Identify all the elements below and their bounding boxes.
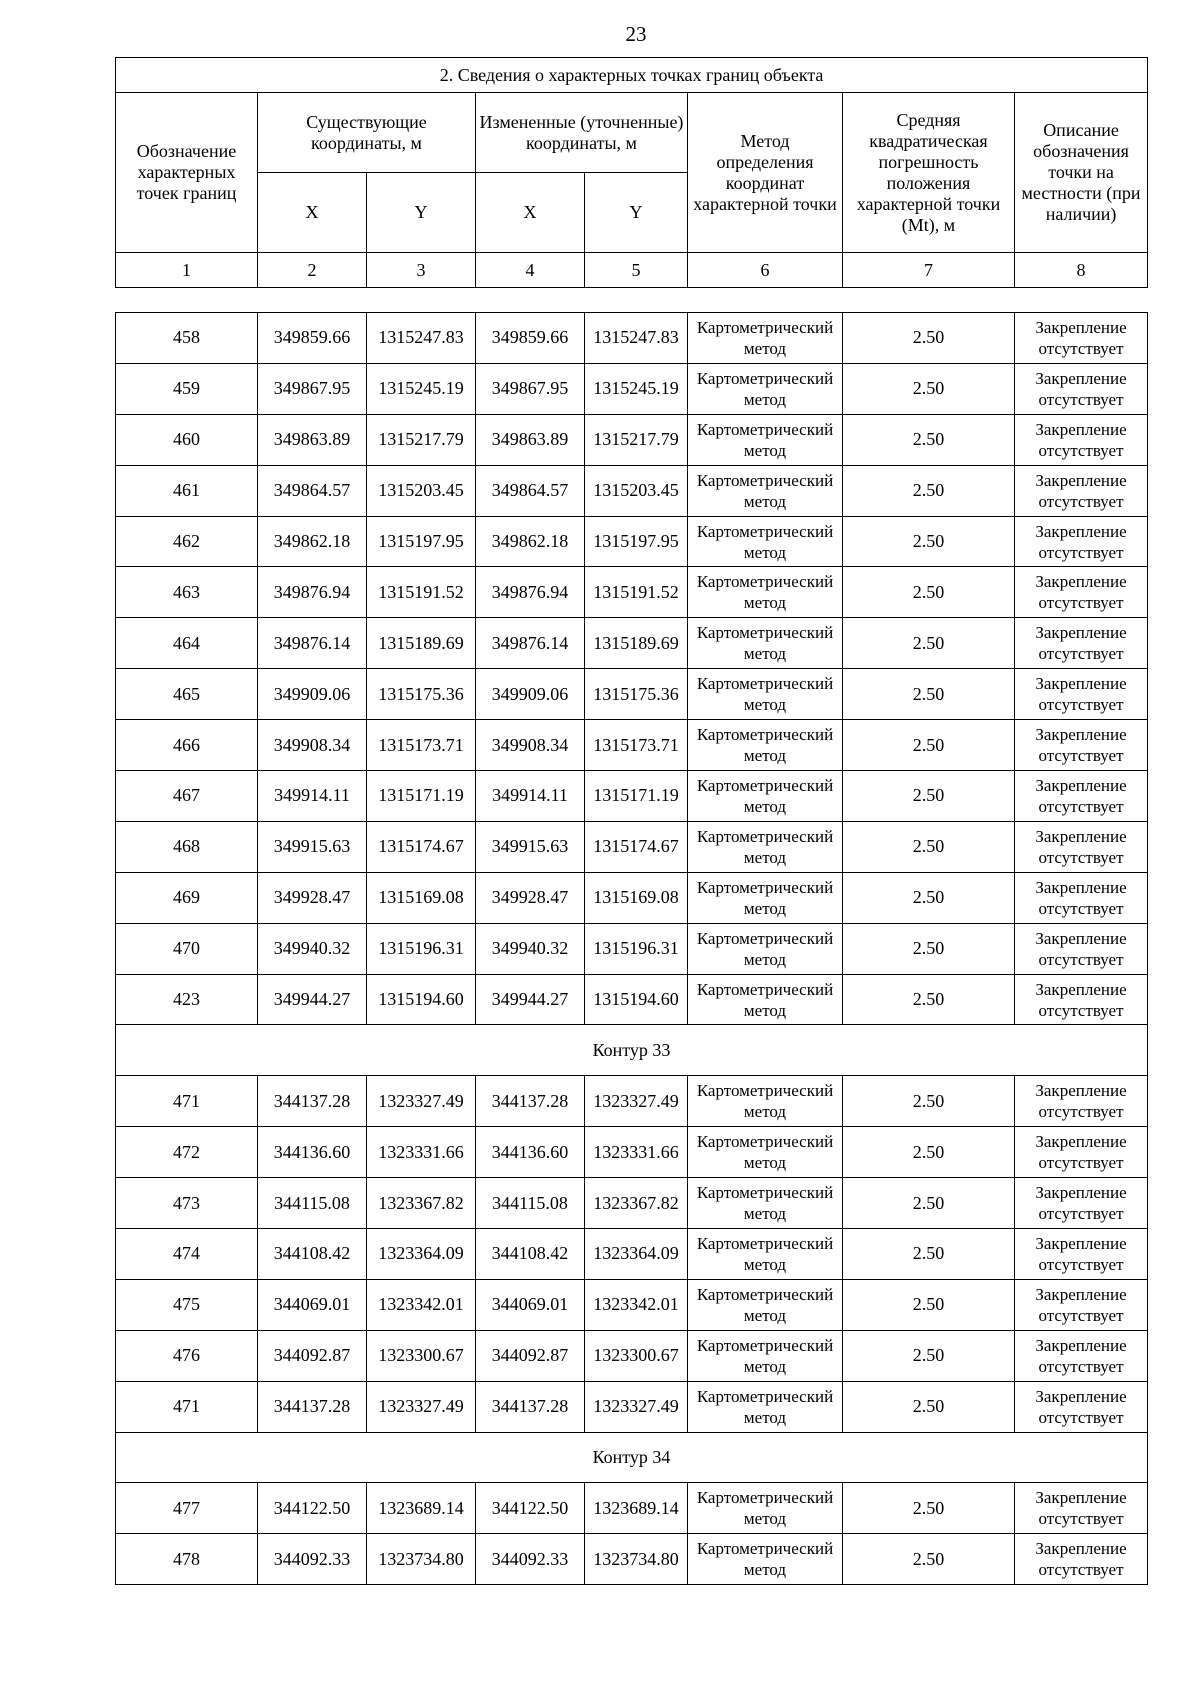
- changed-x-cell: 349928.47: [476, 872, 585, 923]
- description-cell: Закрепление отсутствует: [1015, 1534, 1148, 1585]
- method-cell: Картометрический метод: [688, 669, 843, 720]
- changed-y-cell: 1315189.69: [585, 618, 688, 669]
- existing-y-cell: 1315189.69: [367, 618, 476, 669]
- point-id-cell: 471: [116, 1076, 258, 1127]
- changed-x-cell: 344122.50: [476, 1483, 585, 1534]
- changed-x-cell: 349876.94: [476, 567, 585, 618]
- point-id-cell: 468: [116, 821, 258, 872]
- table-row: [116, 923, 1148, 974]
- method-cell: Картометрический метод: [688, 465, 843, 516]
- description-cell: Закрепление отсутствует: [1015, 567, 1148, 618]
- point-id-cell: 464: [116, 618, 258, 669]
- changed-x-cell: 349944.27: [476, 974, 585, 1025]
- changed-y-cell: 1315194.60: [585, 974, 688, 1025]
- changed-x-cell: 344137.28: [476, 1381, 585, 1432]
- description-cell: Закрепление отсутствует: [1015, 1279, 1148, 1330]
- point-id-cell: 472: [116, 1127, 258, 1178]
- changed-x-cell: 344136.60: [476, 1127, 585, 1178]
- method-cell: Картометрический метод: [688, 720, 843, 771]
- table-row: [116, 720, 1148, 771]
- point-id-cell: 461: [116, 465, 258, 516]
- method-cell: Картометрический метод: [688, 618, 843, 669]
- method-cell: Картометрический метод: [688, 1229, 843, 1280]
- method-cell: Картометрический метод: [688, 1330, 843, 1381]
- error-cell: 2.50: [843, 465, 1015, 516]
- existing-x-cell: 349859.66: [258, 313, 367, 364]
- description-cell: Закрепление отсутствует: [1015, 516, 1148, 567]
- description-cell: Закрепление отсутствует: [1015, 465, 1148, 516]
- description-cell: Закрепление отсутствует: [1015, 720, 1148, 771]
- existing-y-cell: 1323364.09: [367, 1229, 476, 1280]
- point-id-cell: 469: [116, 872, 258, 923]
- changed-y-cell: 1315196.31: [585, 923, 688, 974]
- changed-y-cell: 1315203.45: [585, 465, 688, 516]
- description-cell: Закрепление отсутствует: [1015, 1178, 1148, 1229]
- column-number: 2: [258, 253, 367, 288]
- table-row: [116, 618, 1148, 669]
- changed-x-cell: 344108.42: [476, 1229, 585, 1280]
- error-cell: 2.50: [843, 414, 1015, 465]
- table-row: [116, 363, 1148, 414]
- error-cell: 2.50: [843, 771, 1015, 822]
- changed-x-cell: 344092.33: [476, 1534, 585, 1585]
- point-id-cell: 423: [116, 974, 258, 1025]
- existing-x-cell: 349876.14: [258, 618, 367, 669]
- existing-y-cell: 1315175.36: [367, 669, 476, 720]
- existing-x-cell: 349862.18: [258, 516, 367, 567]
- changed-y-cell: 1323367.82: [585, 1178, 688, 1229]
- changed-x-cell: 349909.06: [476, 669, 585, 720]
- changed-y-cell: 1315247.83: [585, 313, 688, 364]
- point-id-cell: 458: [116, 313, 258, 364]
- table-row: [116, 1330, 1148, 1381]
- point-id-cell: 471: [116, 1381, 258, 1432]
- table-row: [116, 669, 1148, 720]
- section-label: Контур 34: [116, 1432, 1148, 1483]
- column-number: 8: [1015, 253, 1148, 288]
- method-cell: Картометрический метод: [688, 1178, 843, 1229]
- description-cell: Закрепление отсутствует: [1015, 618, 1148, 669]
- existing-x-cell: 349876.94: [258, 567, 367, 618]
- page-number: 23: [625, 22, 647, 46]
- existing-y-cell: 1315245.19: [367, 363, 476, 414]
- existing-x-cell: 344092.33: [258, 1534, 367, 1585]
- table-row: [116, 974, 1148, 1025]
- header-point: Обозначение характерных точек границ: [116, 93, 258, 253]
- error-cell: 2.50: [843, 1178, 1015, 1229]
- changed-y-cell: 1315174.67: [585, 821, 688, 872]
- existing-x-cell: 344137.28: [258, 1076, 367, 1127]
- description-cell: Закрепление отсутствует: [1015, 821, 1148, 872]
- changed-y-cell: 1323689.14: [585, 1483, 688, 1534]
- error-cell: 2.50: [843, 821, 1015, 872]
- changed-x-cell: 344137.28: [476, 1076, 585, 1127]
- section-row: [116, 1432, 1148, 1483]
- existing-x-cell: 349928.47: [258, 872, 367, 923]
- method-cell: Картометрический метод: [688, 1076, 843, 1127]
- existing-y-cell: 1323734.80: [367, 1534, 476, 1585]
- table-row: [116, 1483, 1148, 1534]
- existing-y-cell: 1323331.66: [367, 1127, 476, 1178]
- existing-x-cell: 349940.32: [258, 923, 367, 974]
- table-row: [116, 414, 1148, 465]
- description-cell: Закрепление отсутствует: [1015, 1076, 1148, 1127]
- section-label: Контур 33: [116, 1025, 1148, 1076]
- description-cell: Закрепление отсутствует: [1015, 1381, 1148, 1432]
- point-id-cell: 476: [116, 1330, 258, 1381]
- method-cell: Картометрический метод: [688, 1381, 843, 1432]
- existing-y-cell: 1323300.67: [367, 1330, 476, 1381]
- changed-x-cell: 344115.08: [476, 1178, 585, 1229]
- existing-x-cell: 349909.06: [258, 669, 367, 720]
- method-cell: Картометрический метод: [688, 1483, 843, 1534]
- description-cell: Закрепление отсутствует: [1015, 313, 1148, 364]
- error-cell: 2.50: [843, 1381, 1015, 1432]
- changed-y-cell: 1315245.19: [585, 363, 688, 414]
- point-id-cell: 475: [116, 1279, 258, 1330]
- description-cell: Закрепление отсутствует: [1015, 363, 1148, 414]
- existing-y-cell: 1315191.52: [367, 567, 476, 618]
- method-cell: Картометрический метод: [688, 1279, 843, 1330]
- existing-x-cell: 349863.89: [258, 414, 367, 465]
- description-cell: Закрепление отсутствует: [1015, 923, 1148, 974]
- method-cell: Картометрический метод: [688, 1127, 843, 1178]
- existing-x-cell: 344108.42: [258, 1229, 367, 1280]
- changed-x-cell: 349862.18: [476, 516, 585, 567]
- error-cell: 2.50: [843, 1483, 1015, 1534]
- changed-x-cell: 349908.34: [476, 720, 585, 771]
- error-cell: 2.50: [843, 1229, 1015, 1280]
- existing-x-cell: 344092.87: [258, 1330, 367, 1381]
- changed-y-cell: 1315169.08: [585, 872, 688, 923]
- existing-y-cell: 1315171.19: [367, 771, 476, 822]
- changed-y-cell: 1323327.49: [585, 1076, 688, 1127]
- point-id-cell: 478: [116, 1534, 258, 1585]
- point-id-cell: 470: [116, 923, 258, 974]
- changed-x-cell: 349864.57: [476, 465, 585, 516]
- header-changed-coords: Измененные (уточненные) координаты, м: [476, 93, 688, 173]
- changed-x-cell: 349940.32: [476, 923, 585, 974]
- table-title: 2. Сведения о характерных точках границ объекта: [116, 58, 1148, 93]
- changed-y-cell: 1323342.01: [585, 1279, 688, 1330]
- column-number: 1: [116, 253, 258, 288]
- existing-y-cell: 1315173.71: [367, 720, 476, 771]
- method-cell: Картометрический метод: [688, 923, 843, 974]
- method-cell: Картометрический метод: [688, 872, 843, 923]
- changed-y-cell: 1323734.80: [585, 1534, 688, 1585]
- point-id-cell: 462: [116, 516, 258, 567]
- column-number: 7: [843, 253, 1015, 288]
- table-row: [116, 1534, 1148, 1585]
- column-number: 5: [585, 253, 688, 288]
- existing-y-cell: 1323327.49: [367, 1381, 476, 1432]
- table-row: [116, 313, 1148, 364]
- existing-y-cell: 1323327.49: [367, 1076, 476, 1127]
- table-row: [116, 1381, 1148, 1432]
- method-cell: Картометрический метод: [688, 363, 843, 414]
- point-id-cell: 473: [116, 1178, 258, 1229]
- changed-y-cell: 1315173.71: [585, 720, 688, 771]
- existing-x-cell: 349908.34: [258, 720, 367, 771]
- point-id-cell: 459: [116, 363, 258, 414]
- table-row: [116, 1279, 1148, 1330]
- existing-y-cell: 1315217.79: [367, 414, 476, 465]
- changed-x-cell: 349876.14: [476, 618, 585, 669]
- points-table: [115, 312, 1148, 1585]
- section-row: [116, 1025, 1148, 1076]
- existing-y-cell: 1323689.14: [367, 1483, 476, 1534]
- table-row: [116, 771, 1148, 822]
- table-row: [116, 567, 1148, 618]
- existing-y-cell: 1315203.45: [367, 465, 476, 516]
- changed-y-cell: 1315171.19: [585, 771, 688, 822]
- error-cell: 2.50: [843, 1076, 1015, 1127]
- existing-y-cell: 1323367.82: [367, 1178, 476, 1229]
- changed-y-cell: 1315175.36: [585, 669, 688, 720]
- description-cell: Закрепление отсутствует: [1015, 771, 1148, 822]
- description-cell: Закрепление отсутствует: [1015, 1229, 1148, 1280]
- error-cell: 2.50: [843, 923, 1015, 974]
- existing-y-cell: 1315197.95: [367, 516, 476, 567]
- table-row: [116, 872, 1148, 923]
- existing-y-cell: 1315174.67: [367, 821, 476, 872]
- header-table: [115, 57, 1148, 288]
- existing-x-cell: 349864.57: [258, 465, 367, 516]
- existing-x-cell: 344136.60: [258, 1127, 367, 1178]
- method-cell: Картометрический метод: [688, 1534, 843, 1585]
- existing-x-cell: 344069.01: [258, 1279, 367, 1330]
- changed-x-cell: 349859.66: [476, 313, 585, 364]
- header-x-existing: X: [258, 173, 367, 253]
- table-row: [116, 1076, 1148, 1127]
- table-row: [116, 1178, 1148, 1229]
- point-id-cell: 474: [116, 1229, 258, 1280]
- changed-y-cell: 1315217.79: [585, 414, 688, 465]
- table-row: [116, 516, 1148, 567]
- existing-y-cell: 1315196.31: [367, 923, 476, 974]
- column-number: 4: [476, 253, 585, 288]
- method-cell: Картометрический метод: [688, 516, 843, 567]
- error-cell: 2.50: [843, 1279, 1015, 1330]
- description-cell: Закрепление отсутствует: [1015, 974, 1148, 1025]
- description-cell: Закрепление отсутствует: [1015, 1127, 1148, 1178]
- point-id-cell: 463: [116, 567, 258, 618]
- existing-x-cell: 349914.11: [258, 771, 367, 822]
- error-cell: 2.50: [843, 720, 1015, 771]
- header-y-changed: Y: [585, 173, 688, 253]
- existing-y-cell: 1315247.83: [367, 313, 476, 364]
- existing-x-cell: 344122.50: [258, 1483, 367, 1534]
- error-cell: 2.50: [843, 872, 1015, 923]
- description-cell: Закрепление отсутствует: [1015, 872, 1148, 923]
- error-cell: 2.50: [843, 363, 1015, 414]
- point-id-cell: 466: [116, 720, 258, 771]
- method-cell: Картометрический метод: [688, 821, 843, 872]
- error-cell: 2.50: [843, 1127, 1015, 1178]
- point-id-cell: 467: [116, 771, 258, 822]
- description-cell: Закрепление отсутствует: [1015, 414, 1148, 465]
- header-method: Метод определения координат характерной точки: [688, 93, 843, 253]
- table-row: [116, 465, 1148, 516]
- changed-x-cell: 344092.87: [476, 1330, 585, 1381]
- error-cell: 2.50: [843, 1534, 1015, 1585]
- header-error: Средняя квадратическая погрешность положения характерной точки (Mt), м: [843, 93, 1015, 253]
- description-cell: Закрепление отсутствует: [1015, 1330, 1148, 1381]
- error-cell: 2.50: [843, 313, 1015, 364]
- error-cell: 2.50: [843, 669, 1015, 720]
- changed-y-cell: 1315197.95: [585, 516, 688, 567]
- table-row: [116, 1229, 1148, 1280]
- table-row: [116, 821, 1148, 872]
- existing-x-cell: 349944.27: [258, 974, 367, 1025]
- changed-y-cell: 1323364.09: [585, 1229, 688, 1280]
- changed-y-cell: 1315191.52: [585, 567, 688, 618]
- column-number: 3: [367, 253, 476, 288]
- point-id-cell: 477: [116, 1483, 258, 1534]
- existing-x-cell: 349867.95: [258, 363, 367, 414]
- changed-x-cell: 344069.01: [476, 1279, 585, 1330]
- header-y-existing: Y: [367, 173, 476, 253]
- table-row: [116, 1127, 1148, 1178]
- error-cell: 2.50: [843, 516, 1015, 567]
- header-existing-coords: Существующие координаты, м: [258, 93, 476, 173]
- point-id-cell: 465: [116, 669, 258, 720]
- changed-x-cell: 349863.89: [476, 414, 585, 465]
- existing-x-cell: 349915.63: [258, 821, 367, 872]
- changed-y-cell: 1323300.67: [585, 1330, 688, 1381]
- error-cell: 2.50: [843, 567, 1015, 618]
- existing-y-cell: 1315194.60: [367, 974, 476, 1025]
- column-number: 6: [688, 253, 843, 288]
- method-cell: Картометрический метод: [688, 414, 843, 465]
- point-id-cell: 460: [116, 414, 258, 465]
- changed-y-cell: 1323327.49: [585, 1381, 688, 1432]
- changed-x-cell: 349915.63: [476, 821, 585, 872]
- existing-x-cell: 344115.08: [258, 1178, 367, 1229]
- error-cell: 2.50: [843, 974, 1015, 1025]
- description-cell: Закрепление отсутствует: [1015, 669, 1148, 720]
- method-cell: Картометрический метод: [688, 567, 843, 618]
- existing-x-cell: 344137.28: [258, 1381, 367, 1432]
- method-cell: Картометрический метод: [688, 313, 843, 364]
- changed-x-cell: 349914.11: [476, 771, 585, 822]
- description-cell: Закрепление отсутствует: [1015, 1483, 1148, 1534]
- error-cell: 2.50: [843, 618, 1015, 669]
- method-cell: Картометрический метод: [688, 974, 843, 1025]
- existing-y-cell: 1315169.08: [367, 872, 476, 923]
- error-cell: 2.50: [843, 1330, 1015, 1381]
- changed-y-cell: 1323331.66: [585, 1127, 688, 1178]
- changed-x-cell: 349867.95: [476, 363, 585, 414]
- header-description: Описание обозначения точки на местности (при наличии): [1015, 93, 1148, 253]
- existing-y-cell: 1323342.01: [367, 1279, 476, 1330]
- method-cell: Картометрический метод: [688, 771, 843, 822]
- header-x-changed: X: [476, 173, 585, 253]
